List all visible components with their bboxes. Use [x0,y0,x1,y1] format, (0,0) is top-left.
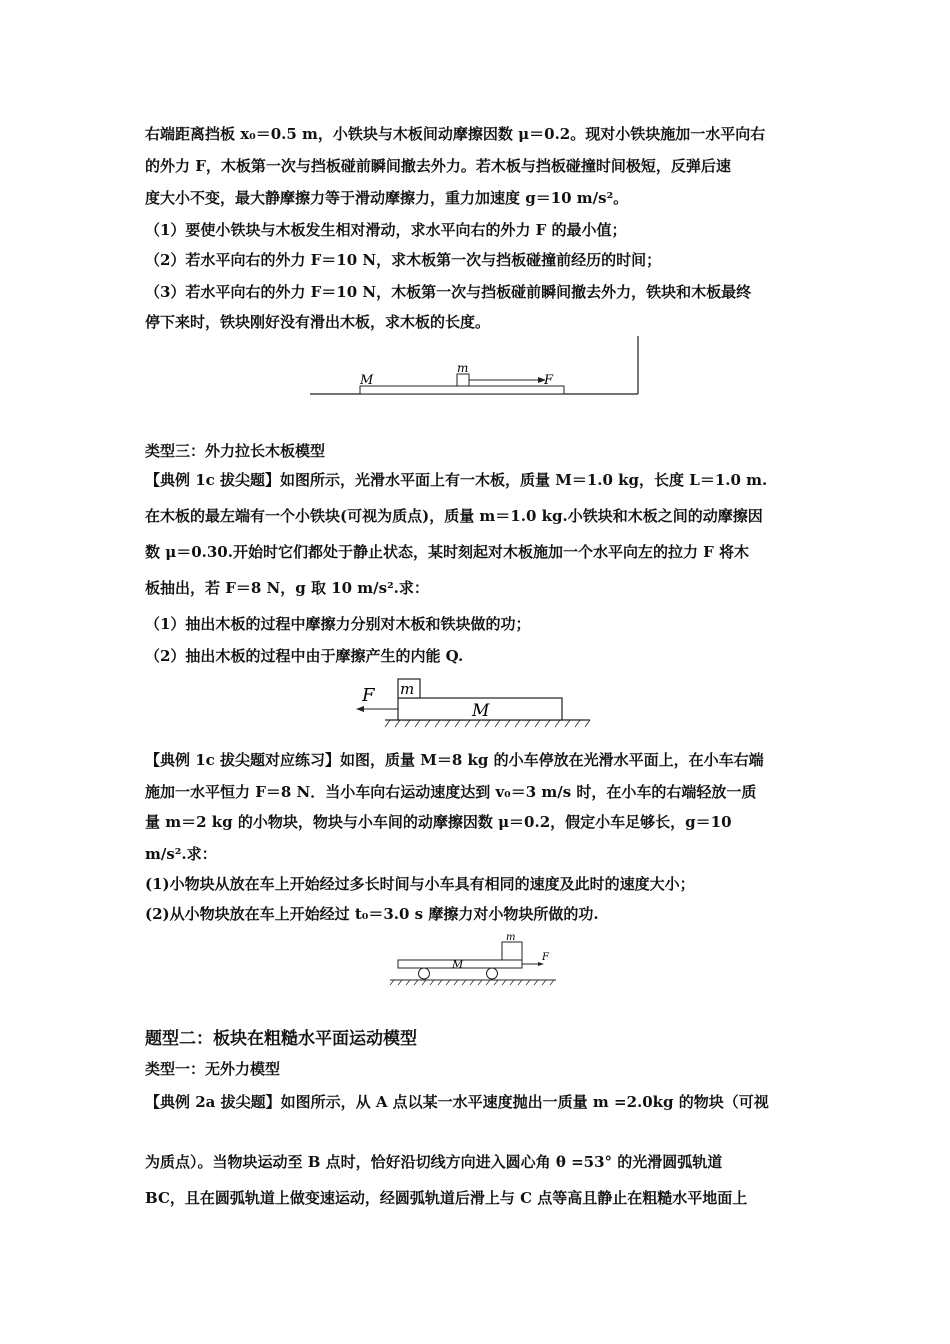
text-line: 右端距离挡板 x₀＝0.5 m，小铁块与木板间动摩擦因数 μ＝0.2。现对小铁块施加一水平向右 [145,125,766,143]
text-line: 施加一水平恒力 F＝8 N．当小车向右运动速度达到 v₀＝3 m/s 时，在小车的右端轻放一质 [145,783,757,801]
text-line: 【典例 2a 拔尖题】如图所示，从 A 点以某一水平速度抛出一质量 m =2.0kg 的物块（可视 [145,1093,769,1111]
label-M: M [452,958,464,971]
text-line: 【典例 1c 拔尖题】如图所示，光滑水平面上有一木板，质量 M＝1.0 kg，长度 L＝1.0 m. [145,471,768,489]
label-M: M [472,701,490,721]
text-line: 的外力 F，木板第一次与挡板碰前瞬间撤去外力。若木板与挡板碰撞时间极短，反弹后速 [145,157,731,175]
text-line: 度大小不变，最大静摩擦力等于滑动摩擦力，重力加速度 g＝10 m/s²。 [145,189,629,207]
text-line: 为质点）。当物块运动至 B 点时，恰好沿切线方向进入圆心角 θ =53° 的光滑圆弧轨道 [145,1153,723,1171]
text-line: m/s².求： [145,845,217,863]
section-subtitle: 类型三：外力拉长木板模型 [145,442,326,460]
question-2: （2）若水平向右的外力 F＝10 N，求木板第一次与挡板碰撞前经历的时间； [145,251,662,269]
question-2: （2）抽出木板的过程中由于摩擦产生的内能 Q. [145,647,464,665]
text-line: 在木板的最左端有一个小铁块(可视为质点)，质量 m＝1.0 kg.小铁块和木板之间的动摩擦因 [145,507,763,525]
question-2: (2)从小物块放在车上开始经过 t₀＝3.0 s 摩擦力对小物块所做的功. [145,905,599,923]
label-F: F [544,373,554,388]
figure-board-wall [300,332,650,402]
section-title: 题型二：板块在粗糙水平面运动模型 [145,1029,417,1049]
label-M: M [360,373,374,388]
text-line: 数 μ＝0.30.开始时它们都处于静止状态，某时刻起对木板施加一个水平向左的拉力 F 将木 [145,543,750,561]
figure-cart [388,932,568,992]
question-1: （1）抽出木板的过程中摩擦力分别对木板和铁块做的功； [145,615,531,633]
label-m: m [400,680,415,698]
label-m: m [506,932,516,943]
label-F: F [542,952,549,963]
question-1: (1)小物块从放在车上开始经过多长时间与小车具有相同的速度及此时的速度大小； [145,875,695,893]
label-F: F [362,685,375,706]
question-3: （3）若水平向右的外力 F＝10 N，木板第一次与挡板碰前瞬间撤去外力，铁块和木板最终 [145,283,752,301]
section-subtitle: 类型一：无外力模型 [145,1060,281,1078]
label-m: m [457,361,469,375]
text-line: 停下来时，铁块刚好没有滑出木板，求木板的长度。 [145,313,491,331]
text-line: 量 m＝2 kg 的小物块，物块与小车间的动摩擦因数 μ＝0.2，假定小车足够长，g＝10 [145,813,732,831]
text-line: 【典例 1c 拔尖题对应练习】如图，质量 M＝8 kg 的小车停放在光滑水平面上，在小车右端 [145,751,764,769]
text-line: BC，且在圆弧轨道上做变速运动，经圆弧轨道后滑上与 C 点等高且静止在粗糙水平地面上 [145,1189,748,1207]
question-1: （1）要使小铁块与木板发生相对滑动，求水平向右的外力 F 的最小值； [145,221,627,239]
figure-pull-board [350,675,600,735]
text-line: 板抽出，若 F＝8 N，g 取 10 m/s².求： [145,579,429,597]
